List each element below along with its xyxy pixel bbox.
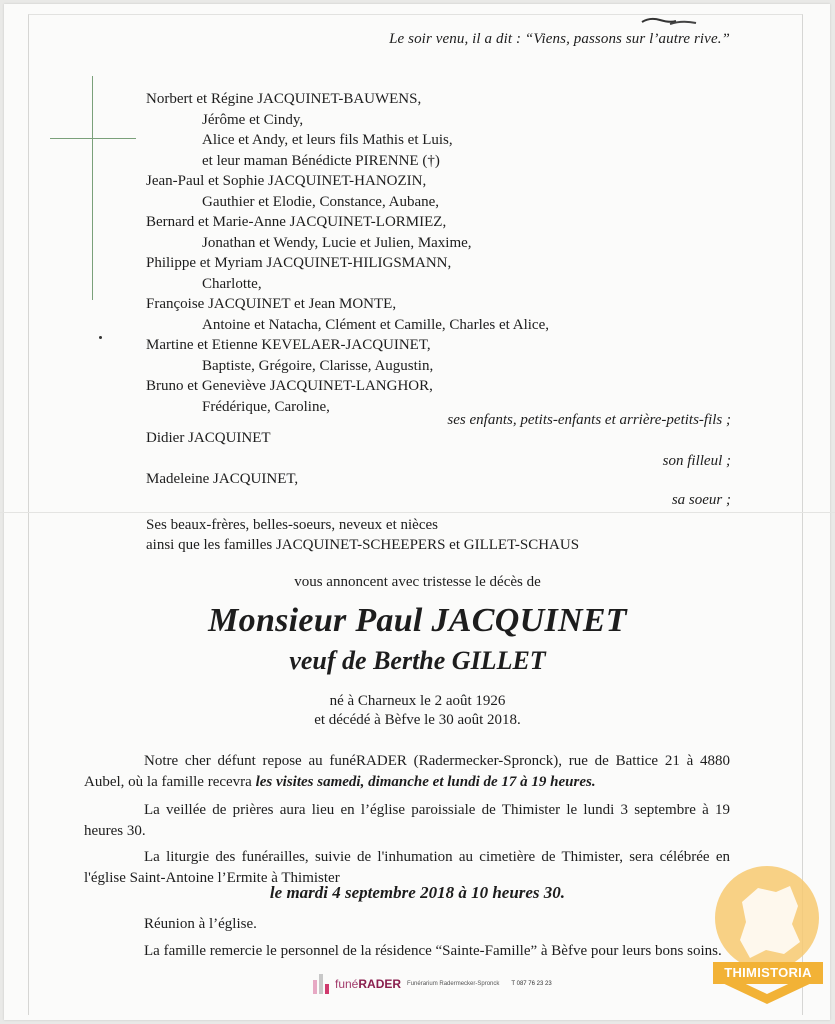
thimistoria-watermark-icon bbox=[706, 862, 828, 1012]
family-member-line: et leur maman Bénédicte PIRENNE (†) bbox=[202, 152, 440, 169]
family-member-line: Bernard et Marie-Anne JACQUINET-LORMIEZ, bbox=[146, 214, 447, 230]
funeral-home-phone: T 087 76 23 23 bbox=[511, 981, 552, 987]
family-member-line: Martine et Etienne KEVELAER-JACQUINET, bbox=[146, 337, 431, 353]
funeral-home-footer bbox=[313, 968, 552, 1000]
relation-children: ses enfants, petits-enfants et arrière-petits-fils ; bbox=[447, 412, 731, 428]
funerarium-logo-icon bbox=[313, 974, 329, 994]
widower-of: veuf de Berthe GILLET bbox=[289, 646, 546, 675]
family-member-line: Charlotte, bbox=[202, 275, 262, 292]
pen-mark-icon bbox=[640, 14, 700, 28]
announcement: vous annoncent avec tristesse le décès de bbox=[294, 574, 541, 590]
family-member-line: Jérôme et Cindy, bbox=[202, 111, 304, 128]
thimistoria-label: THIMISTORIA bbox=[713, 962, 823, 984]
extended-family-line: ainsi que les familles JACQUINET-SCHEEPERS et GILLET-SCHAUS bbox=[146, 537, 580, 553]
godson-name: Didier JACQUINET bbox=[146, 430, 271, 446]
relation-godson: son filleul ; bbox=[662, 453, 731, 469]
family-member-line: Norbert et Régine JACQUINET-BAUWENS, bbox=[146, 91, 422, 107]
family-member-line: Frédérique, Caroline, bbox=[202, 398, 330, 415]
family-member-line: Jonathan et Wendy, Lucie et Julien, Maxime, bbox=[202, 234, 472, 251]
ink-dot bbox=[99, 336, 102, 339]
birth-date: né à Charneux le 2 août 1926 bbox=[329, 693, 506, 709]
deceased-name: Monsieur Paul JACQUINET bbox=[208, 602, 627, 639]
cross-icon-bar bbox=[50, 138, 136, 139]
funeral-date: le mardi 4 septembre 2018 à 10 heures 30. bbox=[269, 883, 566, 902]
extended-family-line: Ses beaux-frères, belles-soeurs, neveux et nièces bbox=[146, 517, 438, 533]
epigraph: Le soir venu, il a dit : “Viens, passons sur l’autre rive.” bbox=[389, 31, 730, 47]
family-member-line: Françoise JACQUINET et Jean MONTE, bbox=[146, 296, 397, 312]
visit-paragraph bbox=[84, 751, 730, 793]
family-member-line: Gauthier et Elodie, Constance, Aubane, bbox=[202, 193, 440, 210]
funeral-home-brand: funéRADER bbox=[335, 977, 402, 991]
liturgy-paragraph: La liturgie des funérailles, suivie de l'inhumation au cimetière de Thimister, sera célébrée en l'église Saint-Antoine l’Ermite à Thimister bbox=[84, 849, 730, 886]
death-date: et décédé à Bèfve le 30 août 2018. bbox=[314, 712, 521, 728]
family-member-line: Jean-Paul et Sophie JACQUINET-HANOZIN, bbox=[146, 173, 427, 189]
visit-text: Notre cher défunt repose au funéRADER (Radermecker-Spronck), rue de Battice 21 à 4880 Aubel, où la famille recevra bbox=[84, 753, 730, 790]
reunion-note: Réunion à l’église. bbox=[144, 916, 257, 932]
vigil-paragraph: La veillée de prières aura lieu en l’église paroissiale de Thimister le lundi 3 septembre à 19 heures 30. bbox=[84, 802, 730, 839]
family-member-line: Antoine et Natacha, Clément et Camille, Charles et Alice, bbox=[202, 316, 549, 333]
family-member-line: Bruno et Geneviève JACQUINET-LANGHOR, bbox=[146, 378, 433, 394]
fold-line bbox=[0, 512, 835, 513]
relation-sister: sa soeur ; bbox=[671, 492, 731, 508]
family-list bbox=[146, 89, 746, 417]
family-member-line: Alice et Andy, et leurs fils Mathis et Luis, bbox=[202, 132, 453, 148]
family-member-line: Baptiste, Grégoire, Clarisse, Augustin, bbox=[202, 357, 434, 374]
visit-hours: les visites samedi, dimanche et lundi de 17 à 19 heures. bbox=[255, 774, 596, 790]
cross-icon bbox=[92, 76, 93, 300]
life-dates bbox=[0, 692, 835, 730]
sister-name: Madeleine JACQUINET, bbox=[146, 471, 299, 487]
thanks-paragraph: La famille remercie le personnel de la résidence “Sainte-Famille” à Bèfve pour leurs bons soins. bbox=[144, 943, 722, 959]
family-member-line: Philippe et Myriam JACQUINET-HILIGSMANN, bbox=[146, 255, 452, 271]
funeral-home-subtitle: Funérarium Radermecker-Spronck bbox=[407, 981, 500, 987]
